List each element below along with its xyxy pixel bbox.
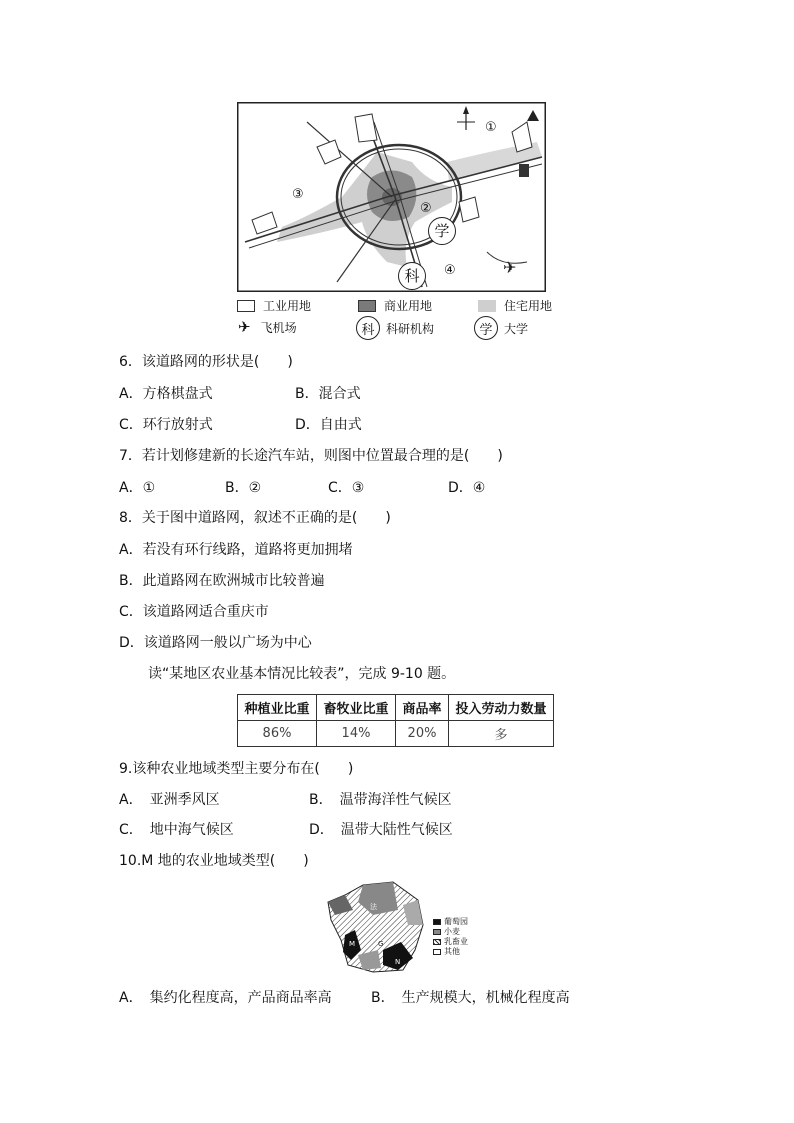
legend-industrial <box>237 297 311 314</box>
legend-university-label: 大学 <box>504 321 529 336</box>
table-header-cell: 投入劳动力数量 <box>449 695 554 721</box>
section-intro: 读“某地区农业基本情况比较表”，完成 9-10 题。 <box>148 666 456 682</box>
q7-option-d[interactable]: D．④ <box>448 480 486 496</box>
legend-research <box>356 316 434 340</box>
q7-option-b[interactable]: B．② <box>225 480 262 496</box>
agriculture-map-figure <box>323 880 433 975</box>
q6-stem: 6．该道路网的形状是( ) <box>119 354 293 370</box>
table-cell: 14% <box>317 721 396 747</box>
legend-residential-label: 住宅用地 <box>504 299 553 313</box>
university-legend-symbol: 学 <box>474 316 498 340</box>
q6-option-a[interactable]: A．方格棋盘式 <box>119 386 213 402</box>
legend-other-label: 其他 <box>444 947 460 956</box>
q6-option-b[interactable]: B．混合式 <box>295 386 361 402</box>
marker-3: ③ <box>292 187 304 202</box>
q9-stem: 9.该种农业地域类型主要分布在( ) <box>119 761 354 777</box>
legend-wheat-label: 小麦 <box>444 927 460 936</box>
other-swatch <box>433 949 441 955</box>
svg-text:✈: ✈ <box>503 258 517 277</box>
legend-commercial-label: 商业用地 <box>384 299 433 313</box>
table-header-cell: 商品率 <box>396 695 449 721</box>
legend-residential <box>478 297 552 314</box>
legend-airport-label: 飞机场 <box>260 320 297 335</box>
dairy-swatch <box>433 939 441 945</box>
legend-research-label: 科研机构 <box>386 321 435 336</box>
vineyard-swatch <box>433 919 441 925</box>
legend-dairy-label: 乳畜业 <box>444 937 468 946</box>
q8-option-a[interactable]: A．若没有环行线路，道路将更加拥堵 <box>119 542 353 558</box>
wheat-swatch <box>433 929 441 935</box>
table-cell: 20% <box>396 721 449 747</box>
q7-option-a[interactable]: A．① <box>119 480 156 496</box>
q7-option-c[interactable]: C．③ <box>328 480 365 496</box>
q9-option-d[interactable]: D． 温带大陆性气候区 <box>309 822 453 838</box>
agriculture-comparison-table <box>237 694 554 747</box>
research-symbol: 科 <box>398 262 426 290</box>
table-header-cell: 畜牧业比重 <box>317 695 396 721</box>
q6-option-d[interactable]: D．自由式 <box>295 417 362 433</box>
university-symbol: 学 <box>428 217 456 245</box>
q8-option-d[interactable]: D．该道路网一般以广场为中心 <box>119 635 312 651</box>
legend-other <box>433 946 460 957</box>
marker-2: ② <box>420 201 432 216</box>
city-road-map <box>237 102 546 292</box>
table-header-cell: 种植业比重 <box>238 695 317 721</box>
q8-option-b[interactable]: B．此道路网在欧洲城市比较普遍 <box>119 573 325 589</box>
table-header-row <box>238 695 554 721</box>
table-row <box>238 721 554 747</box>
marker-4: ④ <box>444 263 456 278</box>
legend-airport <box>238 318 297 336</box>
q10-option-b[interactable]: B． 生产规模大，机械化程度高 <box>371 990 570 1006</box>
table-cell: 多 <box>449 721 554 747</box>
road-map-figure <box>237 102 546 292</box>
research-legend-symbol: 科 <box>356 316 380 340</box>
q10-stem: 10.M 地的农业地域类型( ) <box>119 853 309 869</box>
commercial-swatch <box>358 300 376 312</box>
residential-swatch <box>478 300 496 312</box>
legend-vineyard-label: 葡萄园 <box>444 917 468 926</box>
map2-label-m: M <box>349 940 356 948</box>
q9-option-c[interactable]: C． 地中海气候区 <box>119 822 234 838</box>
legend-university <box>474 316 528 340</box>
q9-option-b[interactable]: B． 温带海洋性气候区 <box>309 792 452 808</box>
q9-option-a[interactable]: A． 亚洲季风区 <box>119 792 220 808</box>
industrial-swatch <box>237 300 255 312</box>
q7-stem: 7．若计划修建新的长途汽车站，则图中位置最合理的是( ) <box>119 448 503 464</box>
agriculture-map <box>323 880 473 980</box>
map2-label-fa: 法 <box>370 903 377 911</box>
q6-option-c[interactable]: C．环行放射式 <box>119 417 213 433</box>
legend-commercial <box>358 297 432 314</box>
map2-label-g: G <box>378 940 384 948</box>
map2-label-n: N <box>395 958 401 966</box>
table-cell: 86% <box>238 721 317 747</box>
airplane-icon: ✈ <box>238 318 251 336</box>
marker-1: ① <box>485 120 497 135</box>
q8-stem: 8．关于图中道路网，叙述不正确的是( ) <box>119 510 391 526</box>
q8-option-c[interactable]: C．该道路网适合重庆市 <box>119 604 269 620</box>
q10-option-a[interactable]: A． 集约化程度高，产品商品率高 <box>119 990 332 1006</box>
legend-industrial-label: 工业用地 <box>263 299 312 313</box>
